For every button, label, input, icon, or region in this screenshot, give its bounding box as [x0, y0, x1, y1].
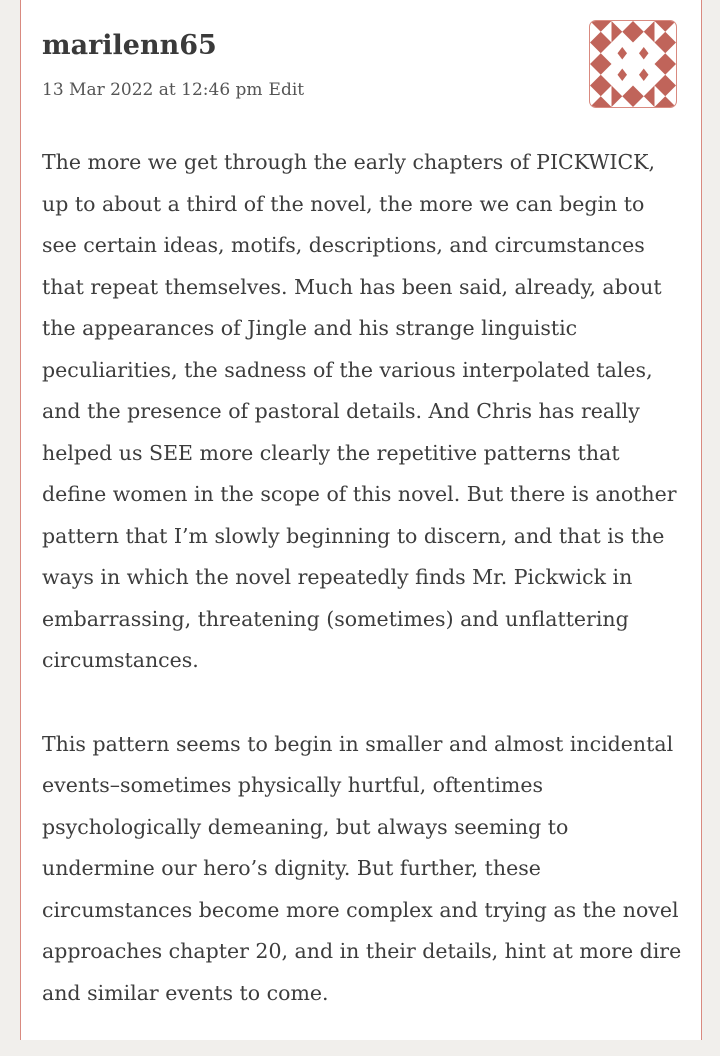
comment-body [42, 142, 682, 1056]
comment-card [20, 0, 702, 1040]
comment-author[interactable]: marilenn65 [42, 30, 217, 61]
comment-paragraph: This pattern seems to begin in smaller and almost incidental events–sometimes physically hurtful, oftentimes psychologically demeaning, but always seeming to undermine our hero’s dignity. But further, these circumstances become more complex and trying as the novel approaches chapter 20, and in their details, hint at more dire and similar events to come. [42, 731, 682, 1005]
comment-timestamp[interactable]: 13 Mar 2022 at 12:46 pm [42, 80, 263, 100]
comment-paragraph: The more we get through the early chapters of PICKWICK, up to about a third of the novel, the more we can begin to see certain ideas, motifs, descriptions, and circumstances that repeat themselves. Much has been said, already, about the appearances of Jingle and his strange linguistic peculiarities, the sadness of the various interpolated tales, and the presence of pastoral details. And Chris has really helped us SEE more clearly the repetitive patterns that define women in the scope of this novel. But there is another pattern that I’m slowly beginning to discern, and that is the ways in which the novel repeatedly finds Mr. Pickwick in embarrassing, threatening (sometimes) and unflattering circumstances. [42, 150, 677, 672]
edit-link[interactable]: Edit [268, 80, 305, 100]
avatar [589, 20, 677, 108]
identicon-avatar-icon [590, 21, 676, 107]
comment-meta [42, 78, 304, 102]
